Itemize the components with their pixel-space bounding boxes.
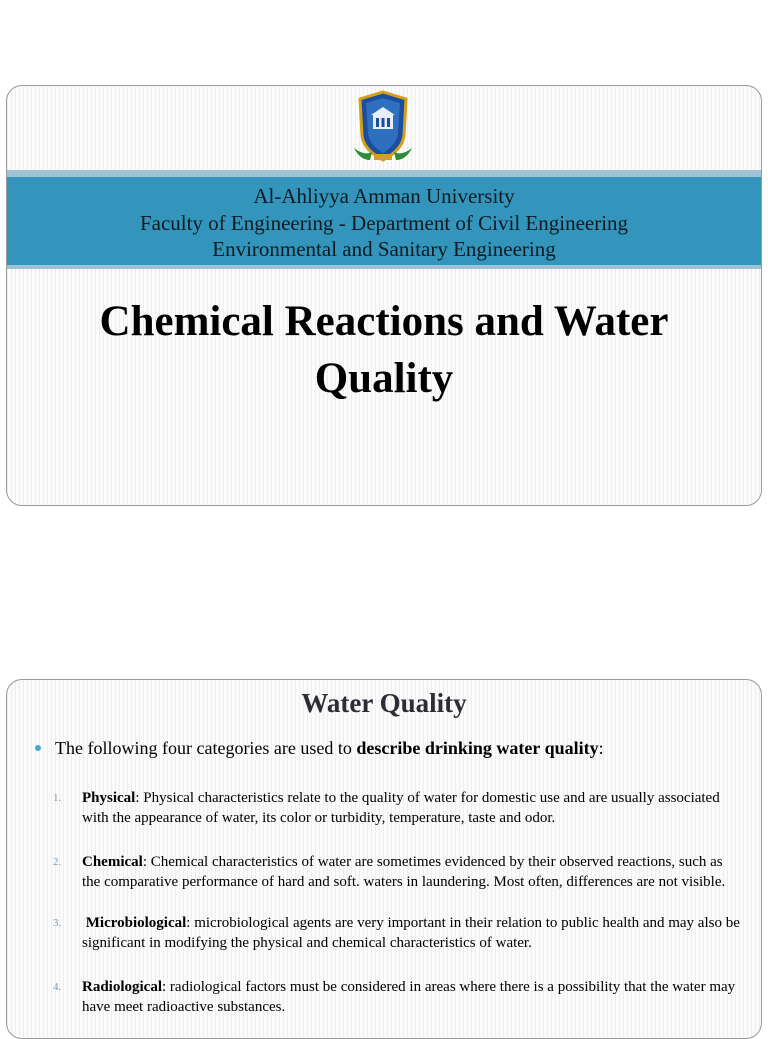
list-term: Physical	[82, 790, 136, 806]
list-number: 1.	[53, 792, 62, 804]
faculty-name: Faculty of Engineering - Department of Civil Engineering	[139, 210, 629, 235]
list-term: Radiological	[82, 979, 163, 995]
content-slide	[6, 679, 762, 1039]
list-text: : microbiological agents are very important in their relation to public health and may also be significant in modifying the physical and chemical characteristics of water.	[82, 915, 740, 951]
intro-bullet	[35, 736, 604, 760]
slide-heading: Water Quality	[301, 688, 467, 718]
bullet-icon	[35, 745, 41, 751]
course-name: Environmental and Sanitary Engineering	[212, 237, 556, 261]
slide-title	[7, 293, 761, 407]
slide-title-line-2: Quality	[314, 355, 454, 402]
header-band-accent	[7, 170, 761, 177]
title-slide	[6, 85, 762, 506]
university-crest-icon	[352, 90, 414, 166]
header-band	[7, 177, 761, 269]
intro-text: The following four categories are used to	[55, 738, 357, 758]
list-text: : Chemical characteristics of water are sometimes evidenced by their observed reactions, such as the comparative performance of hard and soft. waters in laundering. Most often, differences are not visible.	[82, 854, 726, 890]
list-item-radiological	[53, 978, 743, 1017]
university-name: Al-Ahliyya Amman University	[253, 184, 515, 208]
list-text: : radiological factors must be considered in areas where there is a possibility that the water may have meet radioactive substances.	[82, 979, 736, 1015]
list-item-microbiological	[53, 914, 743, 953]
list-number: 3.	[53, 917, 62, 929]
list-term: Microbiological	[85, 915, 187, 931]
intro-emphasis: describe drinking water quality	[356, 738, 599, 758]
list-item-physical	[53, 789, 743, 828]
slide-title-line-1: Chemical Reactions and Water	[99, 298, 669, 345]
list-text: : Physical characteristics relate to the quality of water for domestic use and are usually associated with the appearance of water, its color or turbidity, temperature, taste and odor.	[82, 790, 720, 826]
list-number: 4.	[53, 981, 62, 993]
list-item-chemical	[53, 853, 743, 892]
list-number: 2.	[53, 856, 62, 868]
list-term: Chemical	[82, 854, 143, 870]
intro-colon: :	[598, 738, 604, 758]
